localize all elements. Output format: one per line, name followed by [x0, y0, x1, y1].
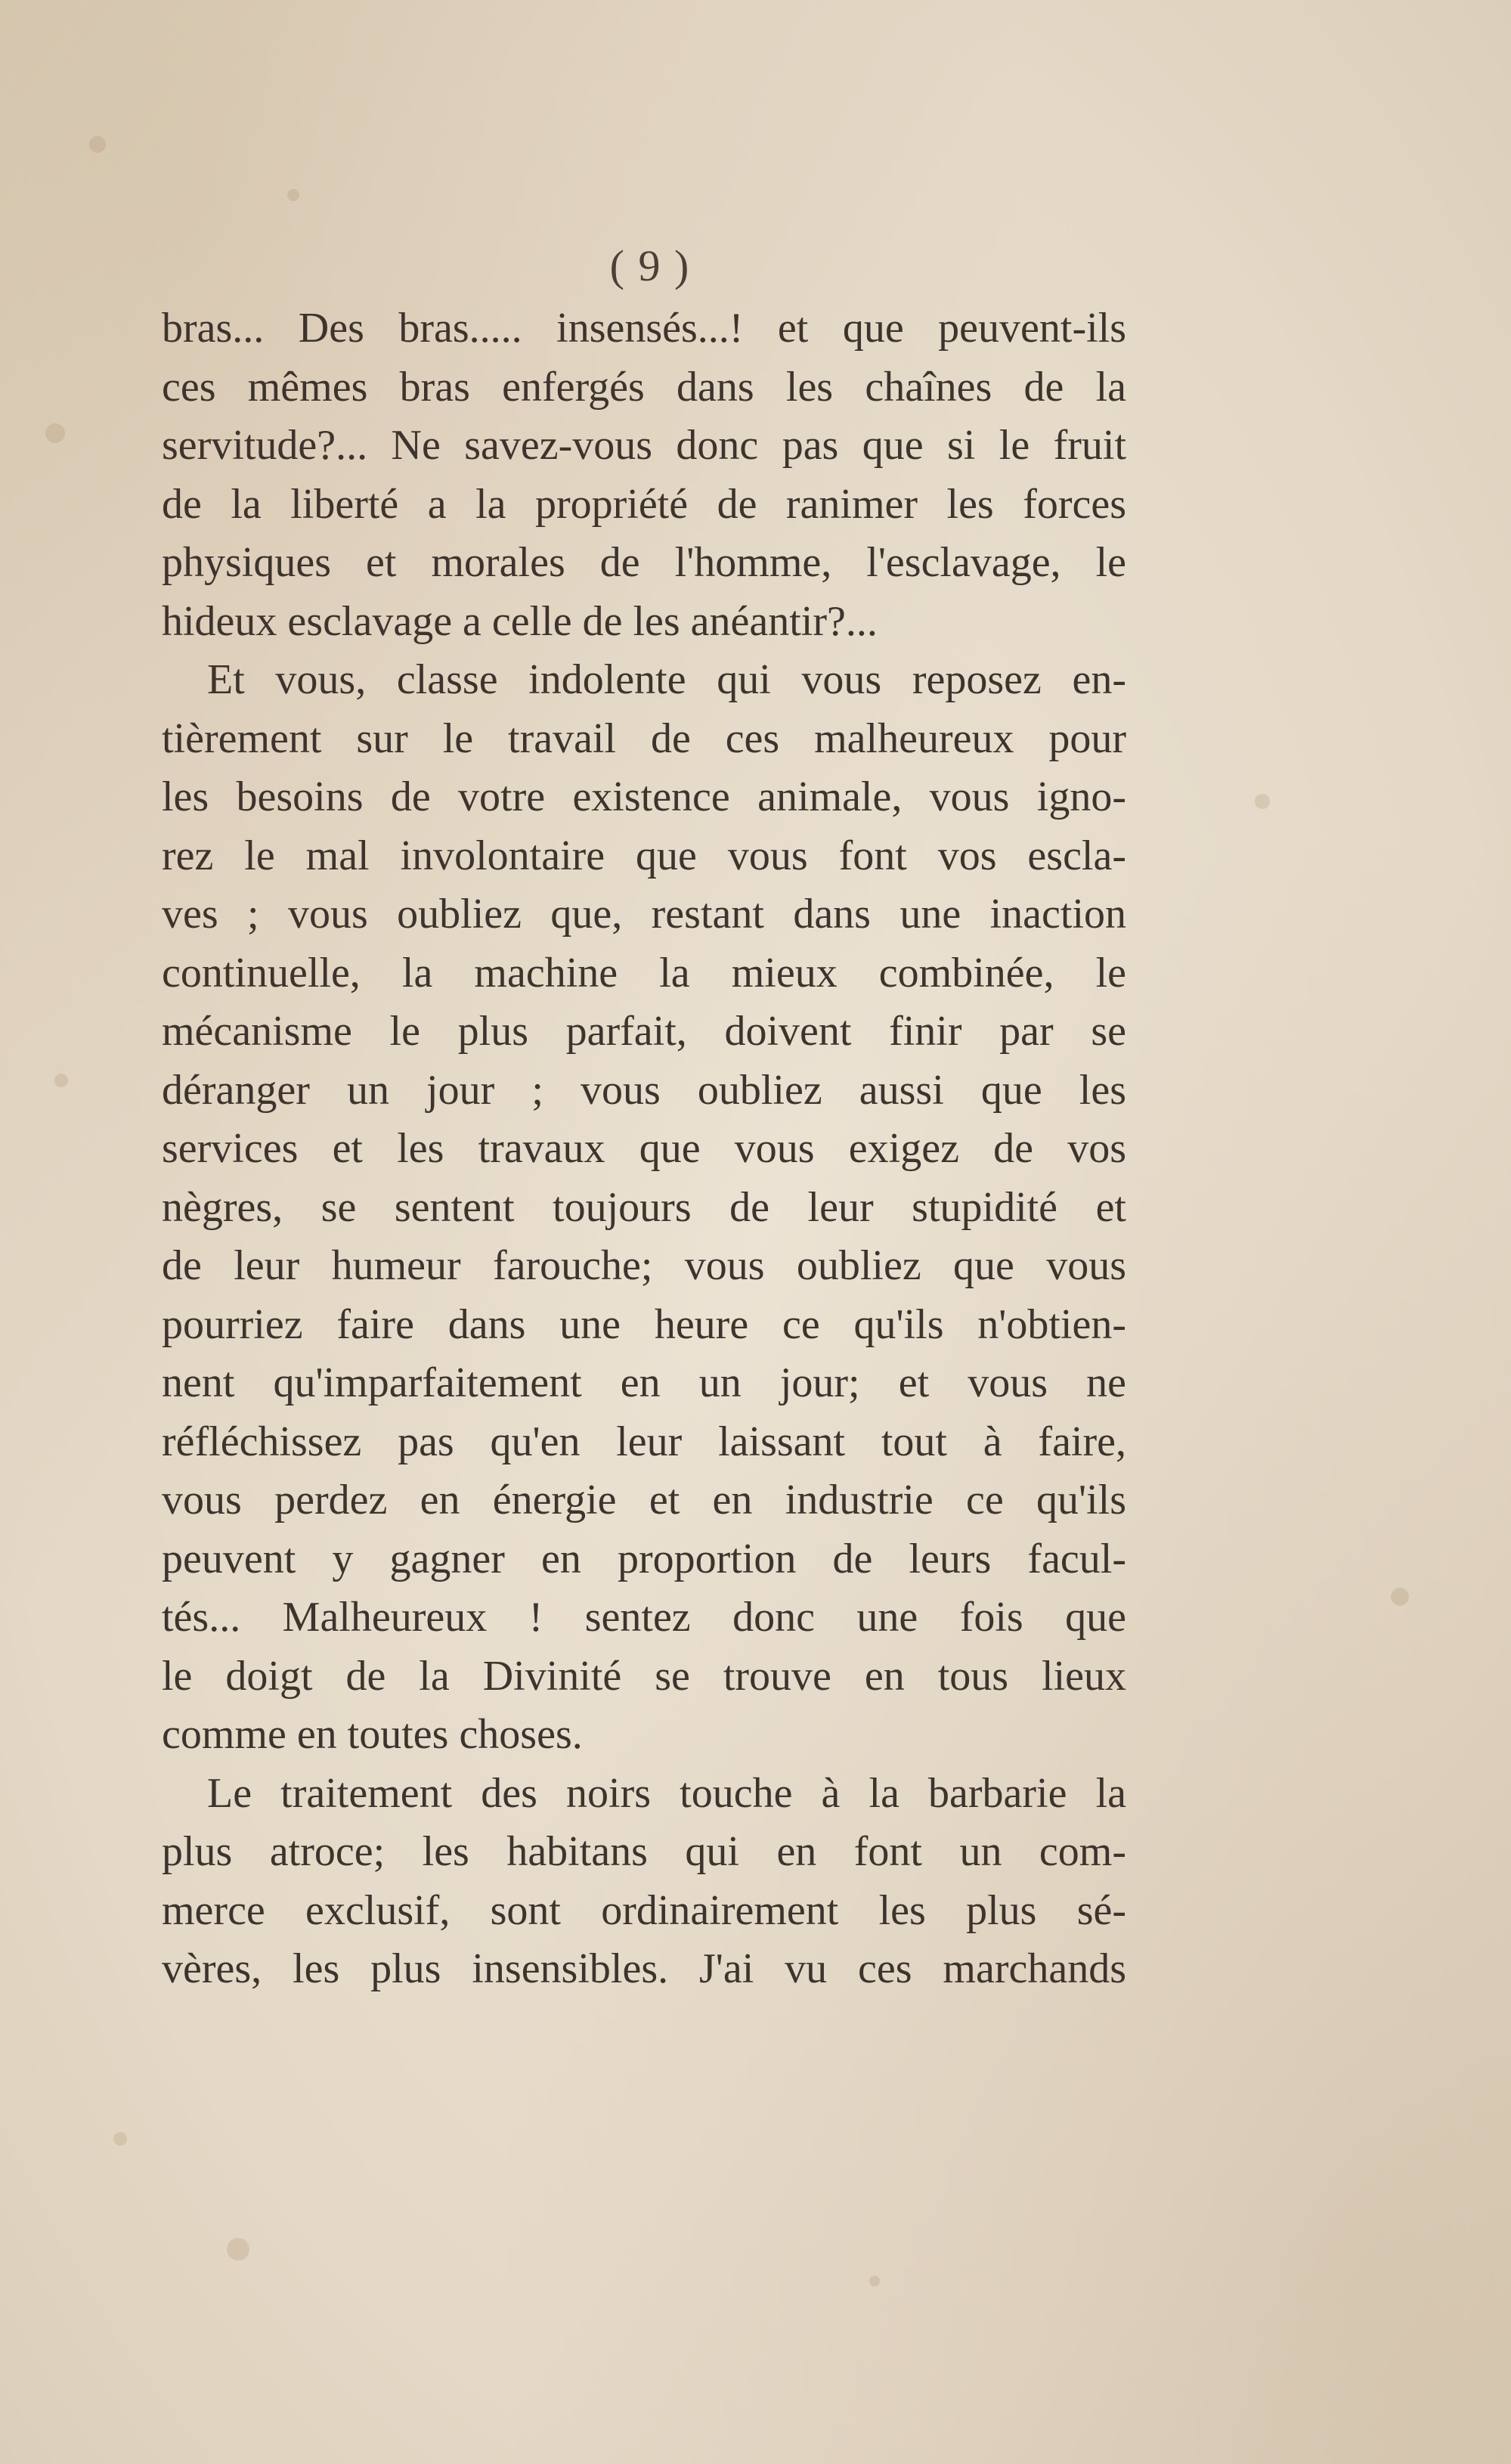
text-line: de la liberté a la propriété de ranimer les forces [162, 480, 1126, 528]
text-line: réfléchissez pas qu'en leur laissant tout à faire, [162, 1418, 1126, 1465]
text-line: vous perdez en énergie et en industrie ce qu'ils [162, 1477, 1126, 1523]
text-line: bras... Des bras..... insensés...! et que peuvent-ils [162, 305, 1126, 352]
text-line: déranger un jour ; vous oubliez aussi que les [162, 1066, 1126, 1114]
text-line: Et vous, classe indolente qui vous reposez en- [207, 656, 1126, 703]
text-line: continuelle, la machine la mieux combinée, le [162, 949, 1126, 996]
text-line: ces mêmes bras enfergés dans les chaînes de la [162, 363, 1126, 411]
paper-foxing-spot [1391, 1588, 1409, 1606]
text-line: Le traitement des noirs touche à la barbarie la [207, 1769, 1126, 1817]
text-line: rez le mal involontaire que vous font vos escla- [162, 832, 1126, 879]
paper-foxing-spot [89, 136, 106, 153]
paragraph-1 [162, 299, 1126, 651]
text-line: mécanisme le plus parfait, doivent finir par se [162, 1008, 1126, 1055]
text-line: tés... Malheureux ! sentez donc une fois que [162, 1594, 1126, 1641]
text-line: pourriez faire dans une heure ce qu'ils n'obtien- [162, 1300, 1126, 1348]
body-text [162, 299, 1126, 1999]
paper-foxing-spot [54, 1074, 68, 1087]
paper-foxing-spot [287, 189, 299, 201]
text-line: nègres, se sentent toujours de leur stupidité et [162, 1183, 1126, 1231]
text-line: comme en toutes choses. [162, 1711, 583, 1758]
text-line: de leur humeur farouche; vous oubliez que vous [162, 1242, 1126, 1289]
text-line: le doigt de la Divinité se trouve en tous lieux [162, 1652, 1126, 1700]
paper-foxing-spot [113, 2132, 127, 2146]
text-line: les besoins de votre existence animale, vous igno- [162, 773, 1126, 820]
text-line: plus atroce; les habitans qui en font un com- [162, 1828, 1126, 1875]
text-line: vères, les plus insensibles. J'ai vu ces marchands [162, 1945, 1126, 1992]
paragraph-2 [162, 651, 1126, 1765]
text-line: ves ; vous oubliez que, restant dans une inaction [162, 891, 1126, 938]
paper-foxing-spot [227, 2238, 249, 2261]
paper-foxing-spot [869, 2276, 880, 2286]
text-line: services et les travaux que vous exigez de vos [162, 1125, 1126, 1172]
text-line: hideux esclavage a celle de les anéantir?... [162, 597, 878, 645]
text-line: nent qu'imparfaitement en un jour; et vous ne [162, 1359, 1126, 1406]
text-line: tièrement sur le travail de ces malheureux pour [162, 714, 1126, 762]
paper-foxing-spot [1255, 794, 1270, 809]
text-line: servitude?... Ne savez-vous donc pas que si le fruit [162, 422, 1126, 469]
text-line: merce exclusif, sont ordinairement les plus sé- [162, 1886, 1126, 1934]
text-line: peuvent y gagner en proportion de leurs facul- [162, 1535, 1126, 1582]
paper-foxing-spot [45, 423, 65, 443]
page-number: ( 9 ) [609, 241, 691, 290]
paragraph-3 [162, 1765, 1126, 1999]
text-line: physiques et morales de l'homme, l'esclavage, le [162, 539, 1126, 586]
